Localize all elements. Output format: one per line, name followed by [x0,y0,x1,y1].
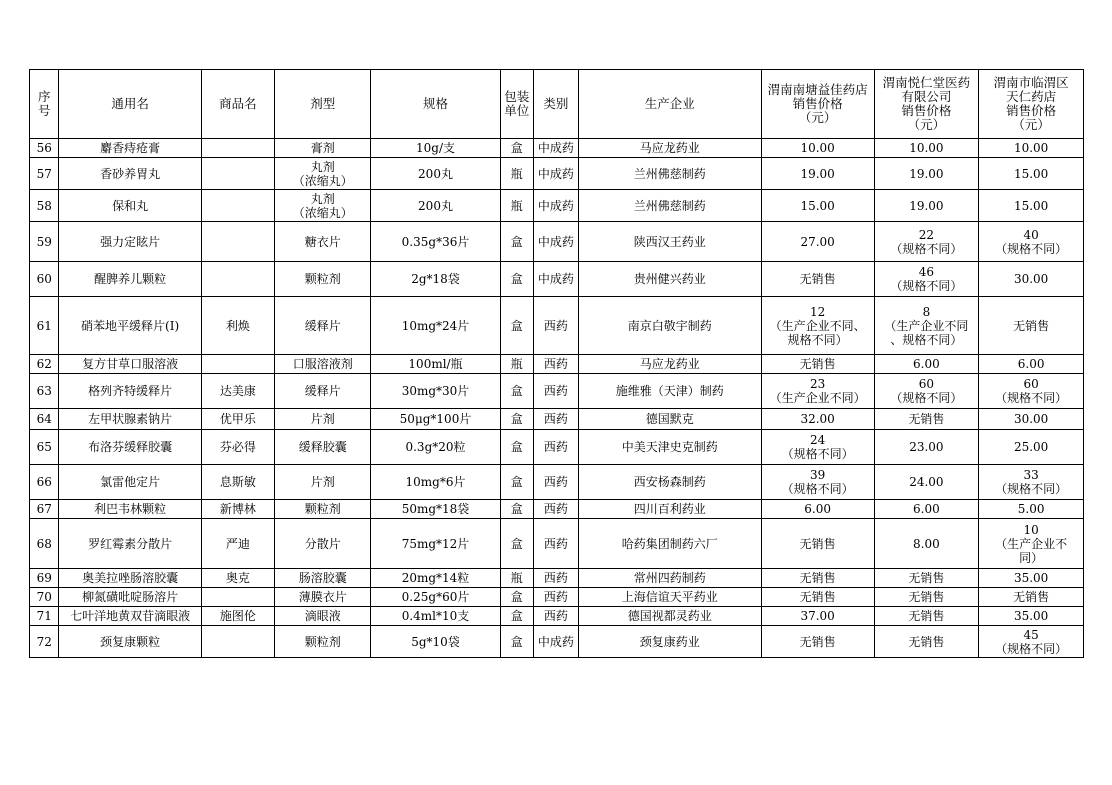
cell-manufacturer: 四川百利药业 [578,500,761,519]
cell-category: 西药 [534,569,579,588]
cell-generic-name: 复方甘草口服溶液 [59,355,201,374]
cell-price-store-2: 23.00 [874,430,979,465]
cell-price-store-3: 33 （规格不同） [979,465,1084,500]
table-row [30,355,1084,374]
cell-row-number: 67 [30,500,59,519]
cell-brand-name [201,588,274,607]
table-row [30,262,1084,297]
table-row [30,297,1084,355]
table-row [30,500,1084,519]
cell-package-unit: 瓶 [500,158,534,190]
cell-package-unit: 盒 [500,500,534,519]
cell-category: 西药 [534,374,579,409]
cell-price-store-2: 6.00 [874,500,979,519]
cell-dosage-form: 颗粒剂 [274,626,371,658]
cell-package-unit: 盒 [500,409,534,430]
cell-category: 西药 [534,588,579,607]
cell-generic-name: 颈复康颗粒 [59,626,201,658]
cell-price-store-3: 无销售 [979,588,1084,607]
header-cell-category: 类别 [534,70,579,139]
cell-spec: 50mg*18袋 [371,500,500,519]
cell-row-number: 59 [30,222,59,262]
cell-dosage-form: 薄膜衣片 [274,588,371,607]
cell-brand-name [201,222,274,262]
cell-price-store-1: 32.00 [761,409,874,430]
cell-price-store-1: 37.00 [761,607,874,626]
cell-price-store-3: 45 （规格不同） [979,626,1084,658]
cell-price-store-2: 无销售 [874,588,979,607]
cell-package-unit: 盒 [500,297,534,355]
cell-category: 中成药 [534,158,579,190]
cell-generic-name: 布洛芬缓释胶囊 [59,430,201,465]
cell-brand-name: 施图伦 [201,607,274,626]
cell-spec: 30mg*30片 [371,374,500,409]
cell-price-store-1: 15.00 [761,190,874,222]
cell-spec: 20mg*14粒 [371,569,500,588]
cell-manufacturer: 陕西汉王药业 [578,222,761,262]
cell-price-store-2: 24.00 [874,465,979,500]
cell-price-store-1: 10.00 [761,139,874,158]
cell-price-store-3: 40 （规格不同） [979,222,1084,262]
cell-category: 西药 [534,607,579,626]
cell-price-store-2: 无销售 [874,569,979,588]
cell-category: 中成药 [534,626,579,658]
header-cell-manufacturer: 生产企业 [578,70,761,139]
cell-manufacturer: 西安杨森制药 [578,465,761,500]
cell-price-store-1: 无销售 [761,355,874,374]
cell-manufacturer: 德国视都灵药业 [578,607,761,626]
cell-price-store-1: 无销售 [761,262,874,297]
cell-generic-name: 格列齐特缓释片 [59,374,201,409]
cell-row-number: 64 [30,409,59,430]
cell-generic-name: 香砂养胃丸 [59,158,201,190]
cell-category: 西药 [534,297,579,355]
cell-price-store-3: 15.00 [979,158,1084,190]
cell-price-store-2: 19.00 [874,158,979,190]
cell-manufacturer: 马应龙药业 [578,355,761,374]
cell-category: 中成药 [534,262,579,297]
cell-package-unit: 盒 [500,588,534,607]
cell-brand-name: 利焕 [201,297,274,355]
header-cell-no: 序号 [30,70,59,139]
cell-row-number: 70 [30,588,59,607]
header-cell-spec: 规格 [371,70,500,139]
cell-generic-name: 七叶洋地黄双苷滴眼液 [59,607,201,626]
cell-manufacturer: 常州四药制药 [578,569,761,588]
cell-price-store-3: 30.00 [979,262,1084,297]
cell-package-unit: 盒 [500,222,534,262]
cell-category: 西药 [534,500,579,519]
cell-price-store-1: 6.00 [761,500,874,519]
cell-price-store-1: 23 （生产企业不同） [761,374,874,409]
header-cell-price-store-2: 渭南悦仁堂医药 有限公司 销售价格 （元） [874,70,979,139]
cell-spec: 10mg*24片 [371,297,500,355]
cell-manufacturer: 南京白敬宇制药 [578,297,761,355]
cell-price-store-2: 无销售 [874,607,979,626]
cell-category: 西药 [534,409,579,430]
cell-package-unit: 盒 [500,374,534,409]
table-row [30,430,1084,465]
cell-row-number: 72 [30,626,59,658]
header-cell-brand-name: 商品名 [201,70,274,139]
table-header-row [30,70,1084,139]
cell-category: 中成药 [534,190,579,222]
cell-category: 西药 [534,519,579,569]
cell-category: 中成药 [534,222,579,262]
cell-generic-name: 利巴韦林颗粒 [59,500,201,519]
cell-price-store-1: 无销售 [761,569,874,588]
cell-package-unit: 盒 [500,607,534,626]
header-cell-dosage-form: 剂型 [274,70,371,139]
cell-price-store-3: 35.00 [979,607,1084,626]
cell-manufacturer: 哈药集团制药六厂 [578,519,761,569]
cell-spec: 2g*18袋 [371,262,500,297]
cell-row-number: 61 [30,297,59,355]
cell-spec: 0.35g*36片 [371,222,500,262]
cell-price-store-3: 10 （生产企业不 同） [979,519,1084,569]
cell-row-number: 66 [30,465,59,500]
cell-price-store-2: 无销售 [874,626,979,658]
cell-price-store-3: 25.00 [979,430,1084,465]
cell-category: 中成药 [534,139,579,158]
drug-price-table [29,69,1084,658]
cell-dosage-form: 口服溶液剂 [274,355,371,374]
cell-price-store-2: 22 （规格不同） [874,222,979,262]
cell-package-unit: 瓶 [500,569,534,588]
cell-price-store-2: 无销售 [874,409,979,430]
cell-dosage-form: 膏剂 [274,139,371,158]
cell-price-store-3: 无销售 [979,297,1084,355]
cell-brand-name: 芬必得 [201,430,274,465]
cell-spec: 200丸 [371,158,500,190]
cell-price-store-3: 60 （规格不同） [979,374,1084,409]
cell-category: 西药 [534,430,579,465]
cell-manufacturer: 兰州佛慈制药 [578,158,761,190]
cell-generic-name: 强力定眩片 [59,222,201,262]
table-body [30,139,1084,658]
cell-price-store-3: 15.00 [979,190,1084,222]
cell-package-unit: 盒 [500,626,534,658]
cell-manufacturer: 德国默克 [578,409,761,430]
cell-generic-name: 罗红霉素分散片 [59,519,201,569]
cell-generic-name: 氯雷他定片 [59,465,201,500]
cell-manufacturer: 马应龙药业 [578,139,761,158]
cell-dosage-form: 丸剂 （浓缩丸） [274,190,371,222]
cell-price-store-1: 无销售 [761,519,874,569]
cell-price-store-2: 19.00 [874,190,979,222]
cell-generic-name: 麝香痔疮膏 [59,139,201,158]
cell-manufacturer: 贵州健兴药业 [578,262,761,297]
cell-spec: 0.3g*20粒 [371,430,500,465]
cell-category: 西药 [534,355,579,374]
cell-price-store-1: 12 （生产企业不同、 规格不同） [761,297,874,355]
table-row [30,158,1084,190]
table-row [30,519,1084,569]
cell-package-unit: 盒 [500,465,534,500]
cell-dosage-form: 缓释片 [274,374,371,409]
price-table-sheet [29,69,1084,658]
cell-brand-name [201,139,274,158]
cell-spec: 10g/支 [371,139,500,158]
cell-row-number: 58 [30,190,59,222]
cell-price-store-2: 46 （规格不同） [874,262,979,297]
cell-brand-name [201,626,274,658]
table-row [30,607,1084,626]
cell-spec: 200丸 [371,190,500,222]
cell-price-store-3: 35.00 [979,569,1084,588]
cell-brand-name [201,262,274,297]
cell-brand-name: 奥克 [201,569,274,588]
cell-generic-name: 左甲状腺素钠片 [59,409,201,430]
cell-brand-name [201,355,274,374]
cell-price-store-3: 30.00 [979,409,1084,430]
cell-spec: 0.25g*60片 [371,588,500,607]
cell-price-store-3: 6.00 [979,355,1084,374]
cell-brand-name: 严迪 [201,519,274,569]
cell-price-store-3: 5.00 [979,500,1084,519]
table-row [30,626,1084,658]
cell-dosage-form: 肠溶胶囊 [274,569,371,588]
cell-price-store-1: 27.00 [761,222,874,262]
cell-price-store-1: 无销售 [761,588,874,607]
cell-price-store-1: 19.00 [761,158,874,190]
cell-spec: 75mg*12片 [371,519,500,569]
cell-package-unit: 盒 [500,262,534,297]
cell-generic-name: 保和丸 [59,190,201,222]
cell-row-number: 69 [30,569,59,588]
header-cell-price-store-1: 渭南南塘益佳药店 销售价格 （元） [761,70,874,139]
cell-dosage-form: 片剂 [274,465,371,500]
cell-price-store-1: 无销售 [761,626,874,658]
cell-row-number: 63 [30,374,59,409]
header-cell-generic-name: 通用名 [59,70,201,139]
cell-spec: 0.4ml*10支 [371,607,500,626]
cell-price-store-3: 10.00 [979,139,1084,158]
cell-price-store-2: 60 （规格不同） [874,374,979,409]
cell-brand-name [201,158,274,190]
cell-package-unit: 盒 [500,430,534,465]
table-row [30,569,1084,588]
cell-price-store-2: 6.00 [874,355,979,374]
cell-generic-name: 奥美拉唑肠溶胶囊 [59,569,201,588]
cell-spec: 10mg*6片 [371,465,500,500]
cell-brand-name [201,190,274,222]
cell-price-store-2: 8.00 [874,519,979,569]
cell-dosage-form: 片剂 [274,409,371,430]
cell-manufacturer: 上海信谊天平药业 [578,588,761,607]
table-row [30,190,1084,222]
cell-spec: 5g*10袋 [371,626,500,658]
cell-package-unit: 瓶 [500,190,534,222]
cell-brand-name: 达美康 [201,374,274,409]
cell-dosage-form: 颗粒剂 [274,500,371,519]
cell-dosage-form: 缓释胶囊 [274,430,371,465]
cell-row-number: 68 [30,519,59,569]
table-row [30,465,1084,500]
cell-brand-name: 优甲乐 [201,409,274,430]
cell-spec: 100ml/瓶 [371,355,500,374]
table-row [30,374,1084,409]
cell-manufacturer: 中美天津史克制药 [578,430,761,465]
table-row [30,222,1084,262]
cell-price-store-2: 8 （生产企业不同 、规格不同） [874,297,979,355]
cell-price-store-1: 39 （规格不同） [761,465,874,500]
table-row [30,588,1084,607]
cell-row-number: 57 [30,158,59,190]
table-row [30,409,1084,430]
header-cell-unit: 包装 单位 [500,70,534,139]
cell-row-number: 65 [30,430,59,465]
cell-category: 西药 [534,465,579,500]
cell-package-unit: 瓶 [500,355,534,374]
header-cell-price-store-3: 渭南市临渭区 天仁药店 销售价格 （元） [979,70,1084,139]
cell-generic-name: 柳氮磺吡啶肠溶片 [59,588,201,607]
cell-dosage-form: 滴眼液 [274,607,371,626]
cell-row-number: 71 [30,607,59,626]
cell-package-unit: 盒 [500,139,534,158]
cell-price-store-1: 24 （规格不同） [761,430,874,465]
cell-manufacturer: 兰州佛慈制药 [578,190,761,222]
cell-generic-name: 醒脾养儿颗粒 [59,262,201,297]
cell-manufacturer: 颈复康药业 [578,626,761,658]
cell-spec: 50μg*100片 [371,409,500,430]
cell-brand-name: 新博林 [201,500,274,519]
cell-row-number: 62 [30,355,59,374]
cell-dosage-form: 糖衣片 [274,222,371,262]
cell-brand-name: 息斯敏 [201,465,274,500]
table-row [30,139,1084,158]
cell-row-number: 56 [30,139,59,158]
cell-price-store-2: 10.00 [874,139,979,158]
cell-row-number: 60 [30,262,59,297]
cell-dosage-form: 丸剂 （浓缩丸） [274,158,371,190]
cell-package-unit: 盒 [500,519,534,569]
cell-manufacturer: 施维雅（天津）制药 [578,374,761,409]
cell-generic-name: 硝苯地平缓释片(Ⅰ) [59,297,201,355]
cell-dosage-form: 缓释片 [274,297,371,355]
cell-dosage-form: 颗粒剂 [274,262,371,297]
cell-dosage-form: 分散片 [274,519,371,569]
